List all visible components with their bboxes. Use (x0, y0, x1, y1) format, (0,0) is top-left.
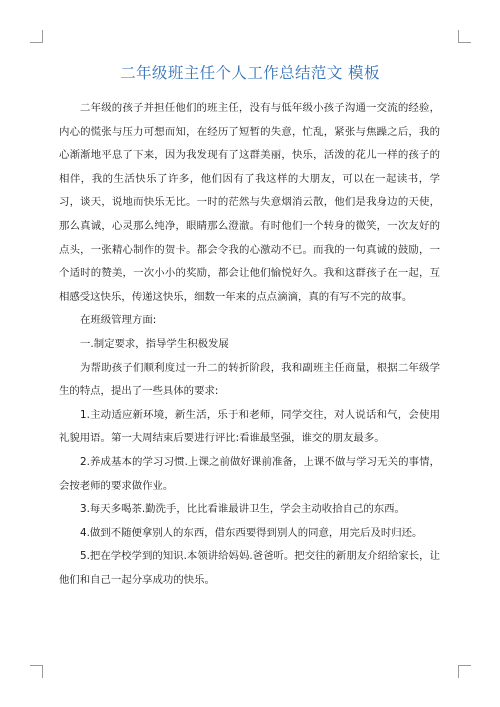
section-heading-requirements: 一.制定要求，指导学生积极发展 (80, 337, 229, 350)
crop-mark-top-left (30, 30, 43, 43)
document-body (59, 97, 440, 592)
document-title: 二年级班主任个人工作总结范文 模板 (120, 64, 380, 82)
list-item-4: 4.做到不随便拿别人的东西，借东西要得到别人的同意，用完后及时归还。 (80, 526, 423, 539)
list-item-3: 3.每天多喝茶.勤洗手，比比看谁最讲卫生，学会主动收拾自己的东西。 (80, 503, 405, 516)
paragraph-class-management: 在班级管理方面: (80, 314, 157, 327)
list-item-1: 1.主动适应新环境，新生活，乐于和老师，同学交往，对人说话和气，会使用礼貌用语。第一大周结束后要进行评比:看谁最坚强，谁交的朋友最多。 (59, 408, 440, 445)
crop-mark-bottom-left (30, 665, 43, 678)
list-item-5: 5.把在学校学到的知识.本领讲给妈妈.爸爸听。把交往的新朋友介绍给家长，让他们和自己一起分享成功的快乐。 (59, 550, 440, 586)
crop-mark-top-right (458, 30, 471, 43)
paragraph-intro: 二年级的孩子并担任他们的班主任，没有与低年级小孩子沟通一交流的经验，内心的慌张与压力可想而知，在经历了短暂的失意，忙乱，紧张与焦躁之后，我的心渐渐地平息了下来，因为我发现有了这群美丽，快乐，活泼的花儿一样的孩子的相伴，我的生活快乐了许多，他们因有了我这样的大朋友，可以在一起读书，学习，谈天，说地而快乐无比。一时的茫然与失意烟消云散，他们是我身边的天使，那么真诚，心灵那么纯净，眼睛那么澄澈。有时他们一个转身的微笑，一次友好的点头，一张精心制作的贺卡。都会令我的心激动不已。而我的一句真诚的鼓励，一个适时的赞美，一次小小的奖励，都会让他们愉悦好久。我和这群孩子在一起，互相感受这快乐，传递这快乐，细数一年来的点点滴滴，真的有写不完的故事。 (59, 102, 440, 303)
list-item-2: 2.养成基本的学习习惯.上课之前做好课前准备，上课不做与学习无关的事情，会按老师的要求做作业。 (59, 455, 440, 492)
paragraph-requirements-intro: 为帮助孩子们顺利度过一升二的转折阶段，我和副班主任商量，根据二年级学生的特点，提出了一些具体的要求: (59, 361, 440, 398)
crop-mark-bottom-right (458, 665, 471, 678)
